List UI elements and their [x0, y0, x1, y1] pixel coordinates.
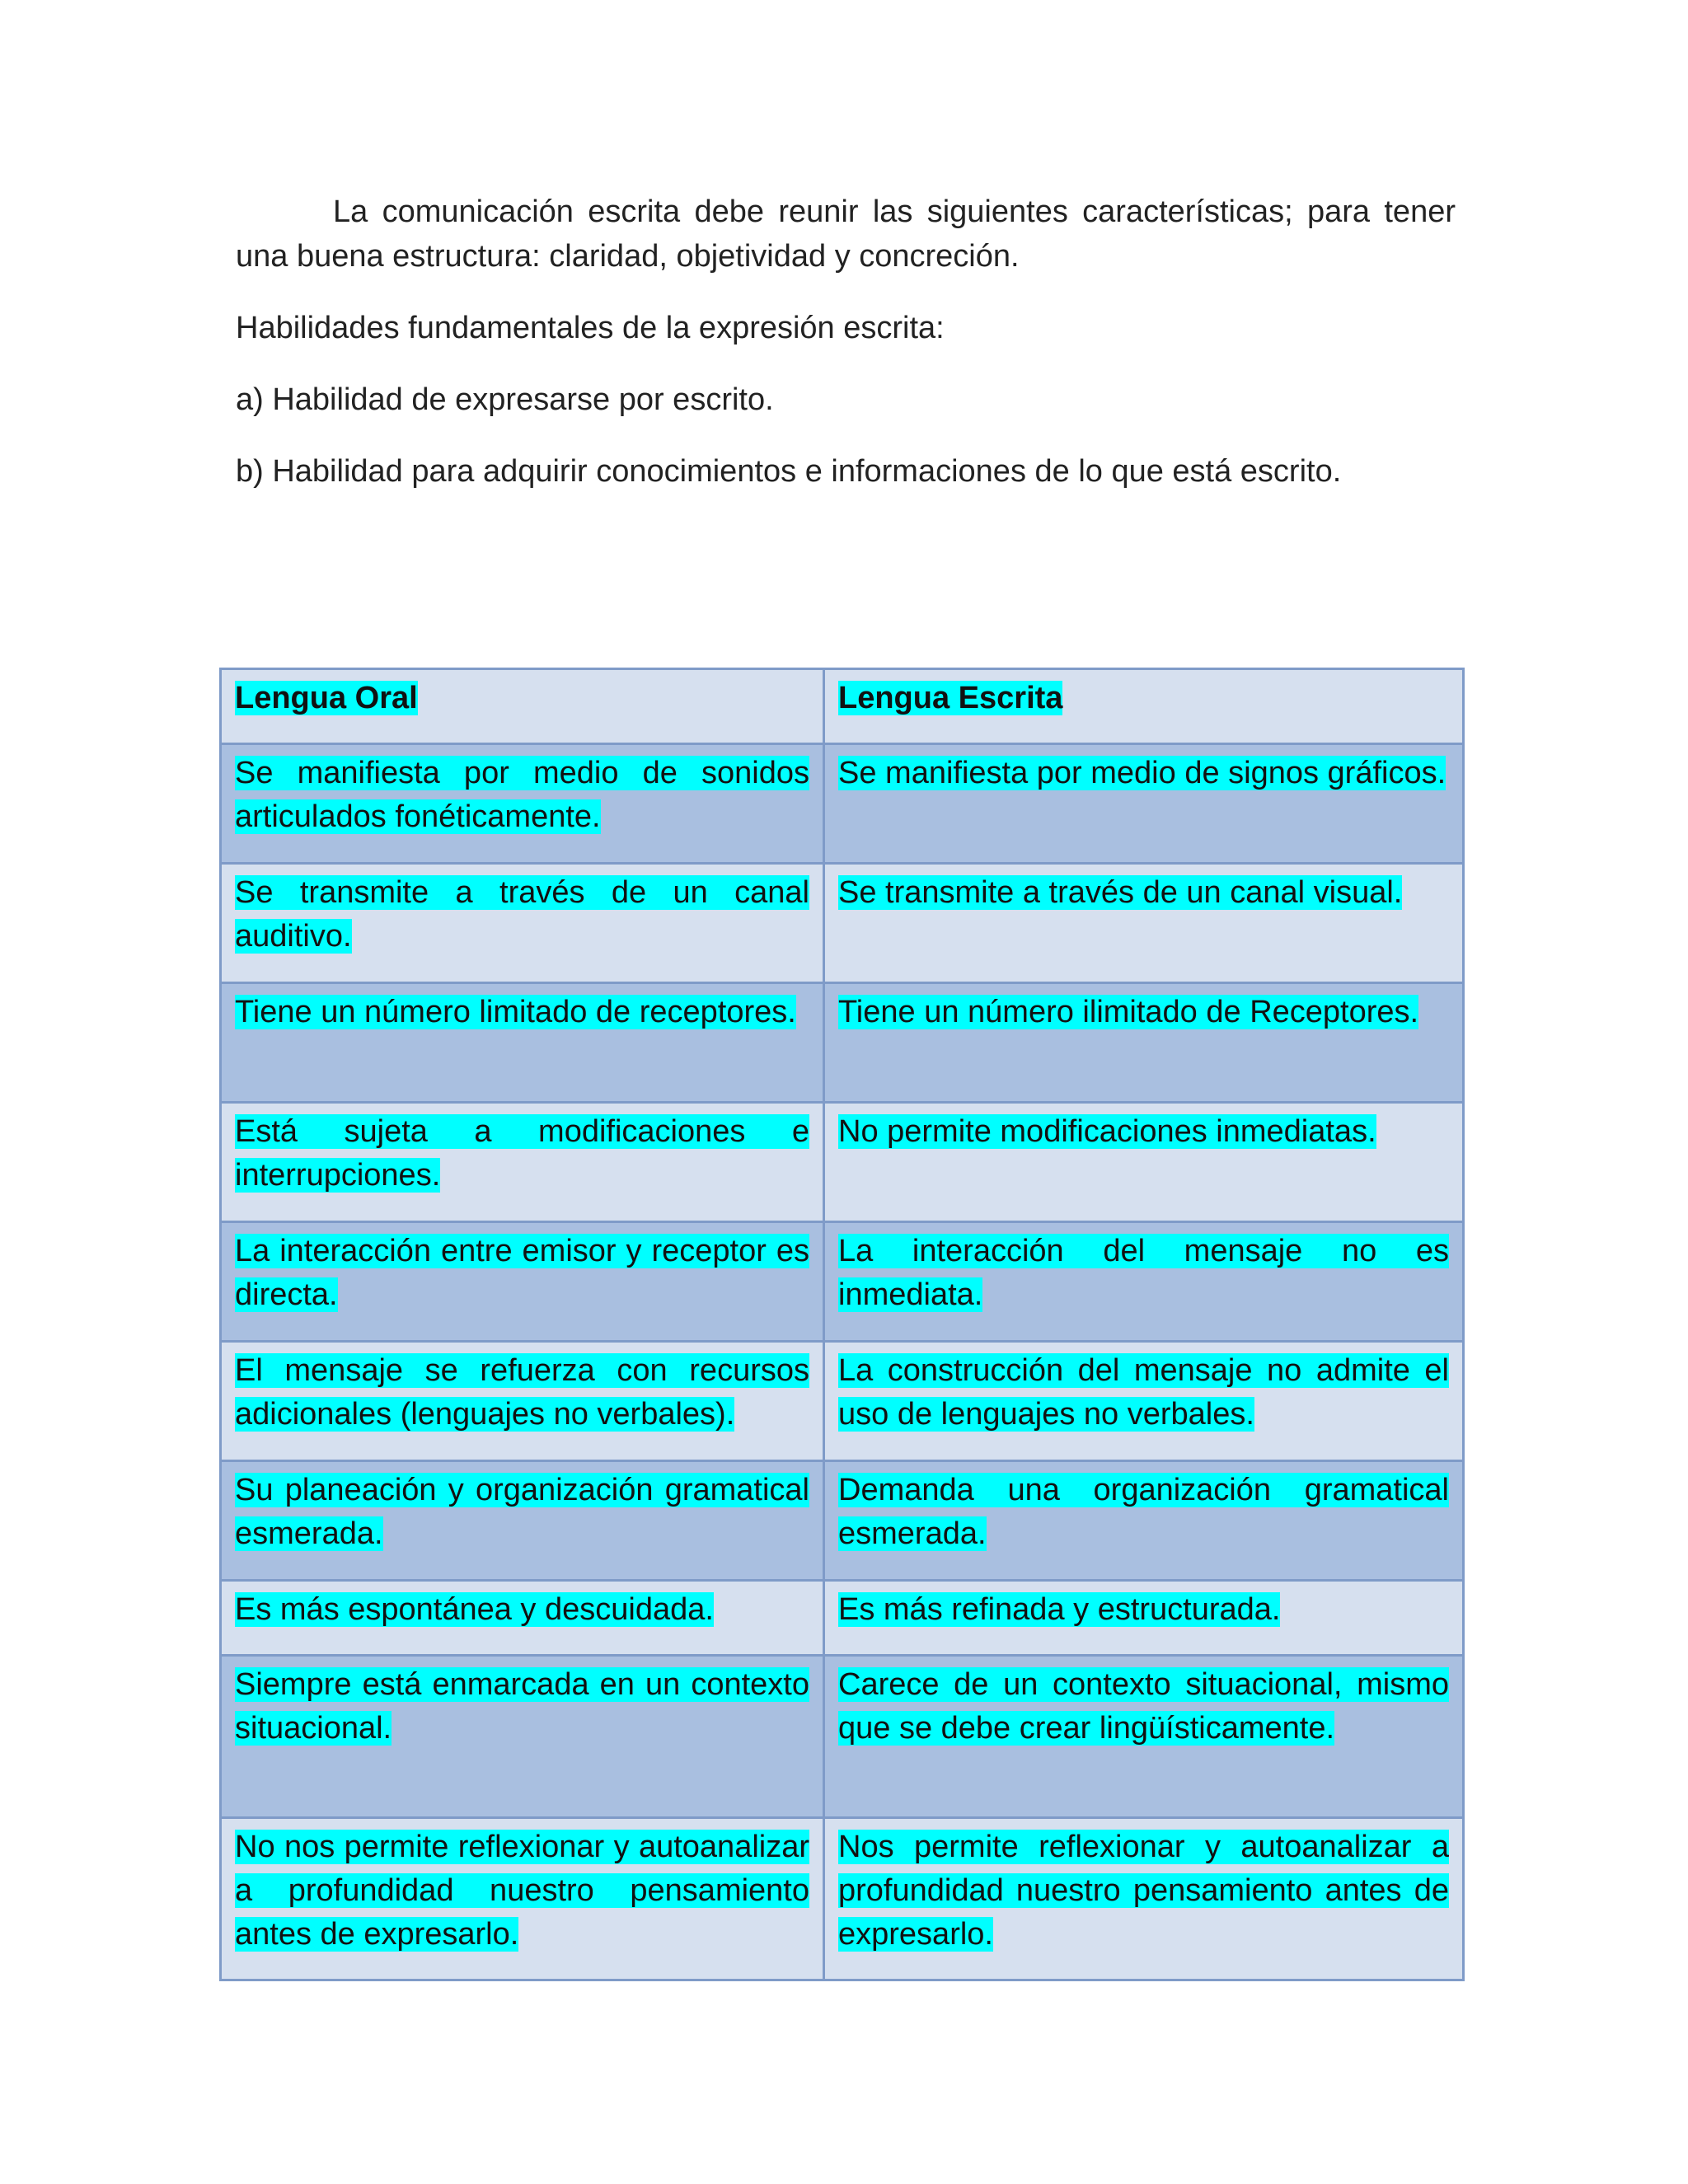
- table-header-row: [221, 669, 1464, 744]
- header-oral: Lengua Oral: [235, 681, 418, 715]
- cell-oral: [221, 1222, 824, 1342]
- skills-title: Habilidades fundamentales de la expresión escrita:: [236, 311, 945, 345]
- table-row: [221, 1461, 1464, 1581]
- cell-escrita: [824, 983, 1464, 1103]
- cell-text: La interacción del mensaje no es inmediata.: [838, 1234, 1449, 1312]
- cell-oral: [221, 1461, 824, 1581]
- cell-escrita: [824, 1103, 1464, 1222]
- table-row: [221, 1342, 1464, 1461]
- cell-escrita: [824, 1222, 1464, 1342]
- table-row: [221, 1581, 1464, 1656]
- cell-oral: [221, 1103, 824, 1222]
- table-row: [221, 1222, 1464, 1342]
- cell-text: No nos permite reflexionar y autoanalizar a profundidad nuestro pensamiento antes de expresarlo.: [235, 1830, 809, 1952]
- header-cell-escrita: [824, 669, 1464, 744]
- cell-text: La construcción del mensaje no admite el uso de lenguajes no verbales.: [838, 1353, 1449, 1432]
- cell-text: Demanda una organización gramatical esmerada.: [838, 1473, 1449, 1551]
- cell-escrita: [824, 1818, 1464, 1980]
- table-row: [221, 864, 1464, 983]
- cell-text: Siempre está enmarcada en un contexto situacional.: [235, 1667, 809, 1746]
- cell-escrita: [824, 1342, 1464, 1461]
- cell-text: Se transmite a través de un canal auditivo.: [235, 875, 809, 954]
- cell-text: Está sujeta a modificaciones e interrupciones.: [235, 1114, 809, 1193]
- skill-a: a) Habilidad de expresarse por escrito.: [236, 382, 774, 417]
- cell-escrita: [824, 864, 1464, 983]
- intro-section: [236, 190, 1456, 521]
- comparison-table: [219, 668, 1465, 1981]
- cell-text: Nos permite reflexionar y autoanalizar a profundidad nuestro pensamiento antes de expresarlo.: [838, 1830, 1449, 1952]
- cell-escrita: [824, 1581, 1464, 1656]
- skill-b: b) Habilidad para adquirir conocimientos e informaciones de lo que está escrito.: [236, 454, 1342, 489]
- cell-oral: [221, 1581, 824, 1656]
- cell-escrita: [824, 1656, 1464, 1818]
- cell-text: Tiene un número limitado de receptores.: [235, 995, 796, 1029]
- cell-oral: [221, 983, 824, 1103]
- cell-text: Es más espontánea y descuidada.: [235, 1592, 714, 1627]
- cell-text: Su planeación y organización gramatical esmerada.: [235, 1473, 809, 1551]
- intro-paragraph: La comunicación escrita debe reunir las siguientes características; para tener una buena estructura: claridad, objetividad y concreción.: [236, 194, 1456, 274]
- cell-text: Se manifiesta por medio de signos gráficos.: [838, 756, 1447, 790]
- cell-oral: [221, 864, 824, 983]
- cell-text: Se manifiesta por medio de sonidos articulados fonéticamente.: [235, 756, 809, 834]
- cell-text: Tiene un número ilimitado de Receptores.: [838, 995, 1419, 1029]
- table-row: [221, 1818, 1464, 1980]
- cell-escrita: [824, 744, 1464, 864]
- table-row: [221, 983, 1464, 1103]
- table-row: [221, 1656, 1464, 1818]
- cell-oral: [221, 1656, 824, 1818]
- cell-oral: [221, 744, 824, 864]
- table-row: [221, 744, 1464, 864]
- cell-text: Carece de un contexto situacional, mismo que se debe crear lingüísticamente.: [838, 1667, 1449, 1746]
- cell-oral: [221, 1818, 824, 1980]
- cell-text: Es más refinada y estructurada.: [838, 1592, 1281, 1627]
- cell-text: El mensaje se refuerza con recursos adicionales (lenguajes no verbales).: [235, 1353, 809, 1432]
- header-cell-oral: [221, 669, 824, 744]
- table-row: [221, 1103, 1464, 1222]
- header-escrita: Lengua Escrita: [838, 681, 1063, 715]
- cell-text: Se transmite a través de un canal visual.: [838, 875, 1403, 910]
- cell-oral: [221, 1342, 824, 1461]
- cell-text: No permite modificaciones inmediatas.: [838, 1114, 1376, 1149]
- cell-escrita: [824, 1461, 1464, 1581]
- cell-text: La interacción entre emisor y receptor es directa.: [235, 1234, 809, 1312]
